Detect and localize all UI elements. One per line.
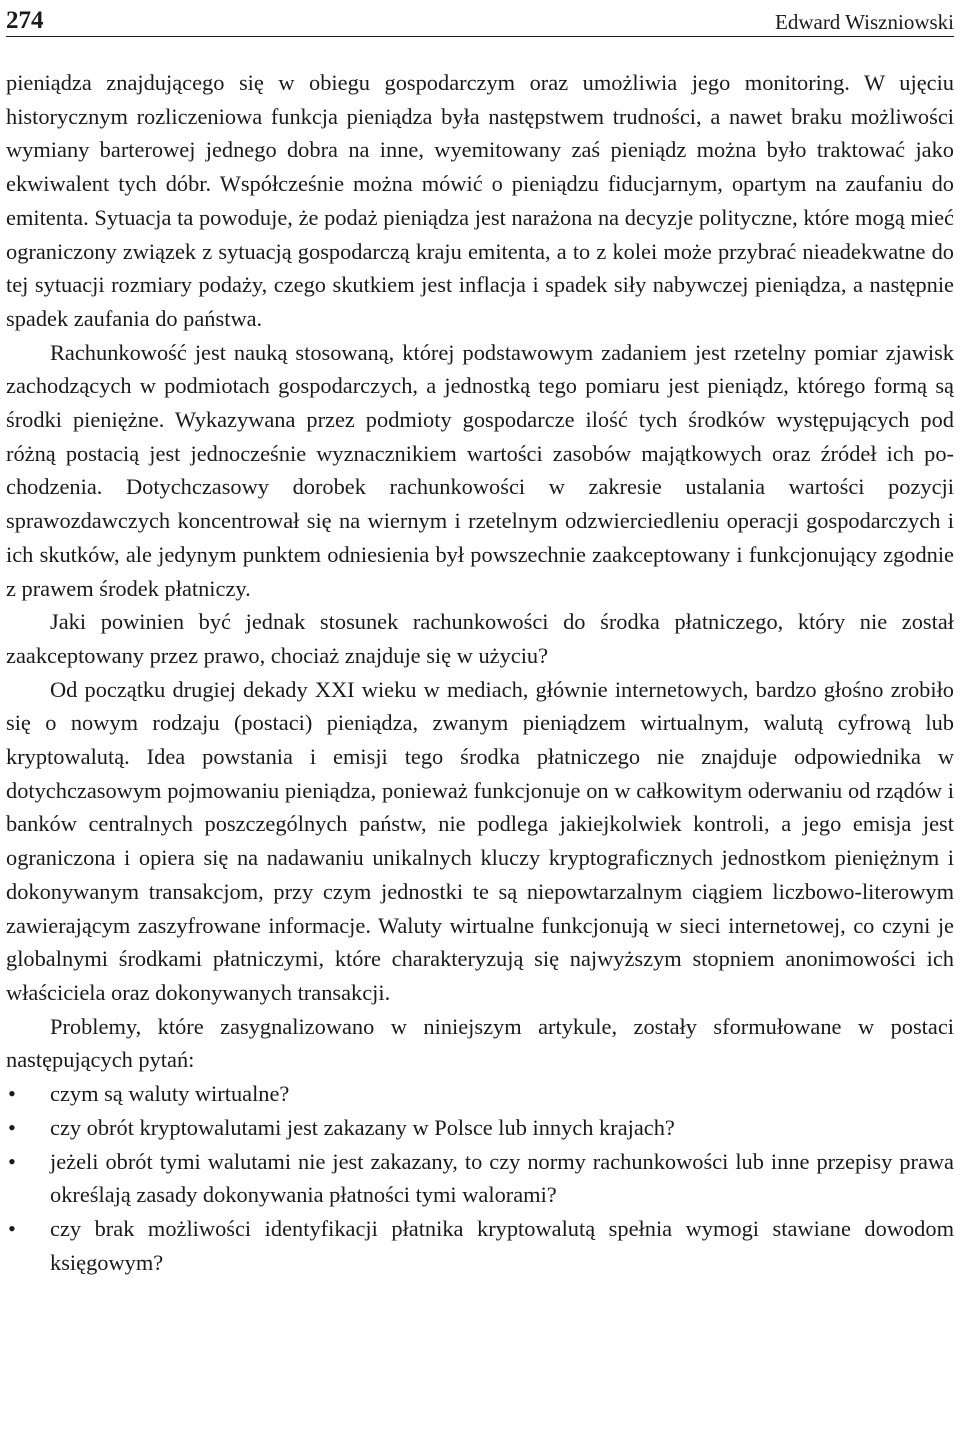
body-text [6, 66, 954, 1279]
list-item [6, 1145, 954, 1212]
bullet-icon: • [8, 1148, 16, 1174]
question-text: czy brak możliwości identyfikacji płatnika kryptowalutą spełnia wymogi stawiane dowodom księgowym? [50, 1215, 954, 1275]
question-text: czy obrót kryptowalutami jest zakazany w Polsce lub innych krajach? [50, 1114, 675, 1140]
list-item [6, 1111, 954, 1145]
bullet-icon: • [8, 1215, 16, 1241]
page-number: 274 [6, 7, 44, 34]
running-header [6, 0, 954, 37]
list-item [6, 1077, 954, 1111]
paragraph-virtual-money: Od początku drugiej dekady XXI wieku w mediach, głównie internetowych, bardzo głośno zrobiło się o nowym rodzaju (postaci) pieniądza, zwanym pieniądzem wirtualnym, walutą cyfrową lub kryptowalutą. Idea powstania i emisji tego środka płatniczego nie znajduje odpowiednika w dotychczasowym pojmowaniu pieniądza, ponieważ funkcjonuje on w całkowitym oderwaniu od rządów i banków centralnych poszczególnych państw, nie podlega jakiejkolwiek kontroli, a jego emisja jest ograniczona i opiera się na nadawaniu unikalnych kluczy kryptograficznych jednostkom pieniężnym i dokonywanym transakcjom, przy czym jednostki te są niepowtarzalnym ciągiem liczbowo-literowym zawierającym zaszyfrowane informacje. Waluty wirtualne funkcjonują w sieci internetowej, co czyni je globalnymi środkami płatniczymi, które charakteryzują się najwyższym stopniem anonimowości ich właściciela oraz dokonywanych transakcji. [6, 676, 954, 1005]
question-text: jeżeli obrót tymi walutami nie jest zakazany, to czy normy rachunkowości lub inne przepisy prawa określają zasady dokonywania płatności tymi walorami? [50, 1148, 954, 1208]
paragraph-accounting: Rachunkowość jest nauką stosowaną, której podstawowym zadaniem jest rzetelny pomiar zjawisk zachodzących w podmiotach gospodarczych, a jednostką tego pomiaru jest pieniądz, którego formą są środki pieniężne. Wykazywana przez podmioty gospodarcze ilość tych środków występujących pod różną postacią jest jednocześnie wyznacznikiem wartości zasobów majątkowych oraz źródeł ich pochodzenia. Dotychczasowy dorobek rachunkowości w zakresie ustalania wartości pozycji sprawozdawczych koncentrował się na wiernym i rzetelnym odzwierciedleniu operacji gospodarczych i ich skutków, ale jedynym punktem odniesienia był powszechnie zaakceptowany i funkcjonujący zgodnie z prawem środek płatniczy. [6, 339, 954, 601]
bullet-icon: • [8, 1081, 16, 1107]
author-running-head: Edward Wiszniowski [775, 10, 954, 34]
paragraph-question: Jaki powinien być jednak stosunek rachunkowości do środka płatniczego, który nie został zaakceptowany przez prawo, chociaż znajduje się w użyciu? [6, 609, 954, 668]
question-list [6, 1077, 954, 1279]
question-text: czym są waluty wirtualne? [50, 1081, 290, 1107]
paragraph-continued: pieniądza znajdującego się w obiegu gospodarczym oraz umożliwia jego monitoring. W ujęciu historycznym rozliczeniowa funkcja pieniądza była następstwem trudności, a nawet braku możliwości wymiany barterowej jednego dobra na inne, wyemitowany zaś pieniądz można było traktować jako ekwiwalent tych dóbr. Współcześnie można mówić o pieniądzu fiducjarnym, opartym na zaufaniu do emitenta. Sytuacja ta powoduje, że podaż pieniądza jest narażona na decyzje polityczne, które mogą mieć ograniczony związek z sytuacją gospodarczą kraju emitenta, a to z kolei może przybrać nieadekwatne do tej sytuacji rozmiary podaży, czego skutkiem jest inflacja i spadek siły nabywczej pieniądza, a następnie spadek zaufania do państwa. [6, 70, 954, 331]
bullet-icon: • [8, 1114, 16, 1140]
list-item [6, 1212, 954, 1279]
paragraph-problems: Problemy, które zasygnalizowano w niniejszym artykule, zostały sformułowane w postaci następujących pytań: [6, 1013, 954, 1073]
